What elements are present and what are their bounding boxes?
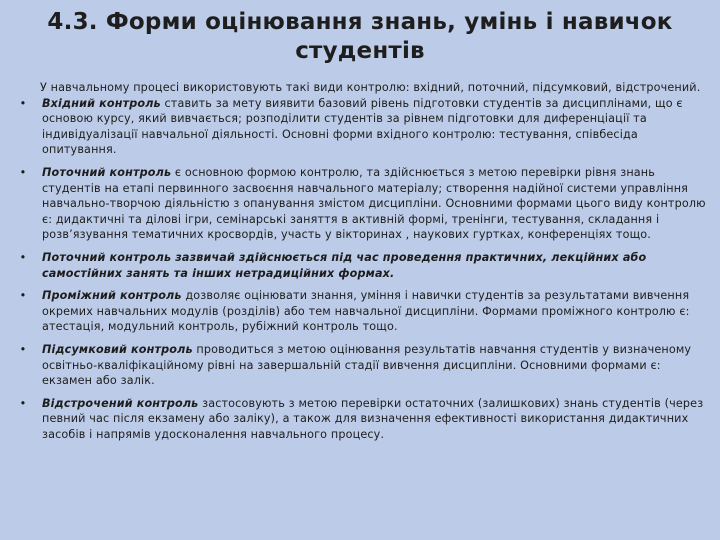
bullet-icon: • <box>19 96 27 110</box>
desc-delayed-control: застосовують з метою перевірки остаточних (залишкових) знань студентів (через певний час після екзамену або заліку), а також для визначення ефективності використання дидактичних засобів і напрямів удосконалення навчального процесу. <box>42 396 704 441</box>
desc-final-control: проводиться з метою оцінювання результатів навчання студентів у визначеному освітньо-кваліфікаційному рівні на завершальній стадії вивчення дисципліни. Основними формами є: екзамен або залік. <box>42 342 692 388</box>
slide-title <box>40 8 680 66</box>
slide-title-line-2: студентів <box>295 38 425 64</box>
list-item-delayed-control <box>16 396 706 443</box>
term-intermediate-control: Проміжний контроль <box>42 289 182 303</box>
bullet-icon: • <box>19 342 27 356</box>
slide-title-line-1: 4.3. Форми оцінювання знань, умінь і навичок <box>47 9 673 35</box>
note-current-control: Поточний контроль зазвичай здійснюється під час проведення практичних, лекційних або самостійних занять та інших нетрадиційних формах. <box>42 250 647 280</box>
term-final-control: Підсумковий контроль <box>42 342 193 356</box>
bullet-icon: • <box>19 165 27 179</box>
list-item-current-control <box>16 165 706 243</box>
intro-paragraph: У навчальному процесі використовують такі види контролю: вхідний, поточний, підсумковий, відстрочений. <box>40 81 701 94</box>
list-item-input-control <box>16 96 706 158</box>
list-item-final-control <box>16 342 706 389</box>
term-input-control: Вхідний контроль <box>42 96 161 110</box>
bullet-icon: • <box>19 250 27 264</box>
list-item-current-control-note <box>16 250 706 281</box>
control-types-list <box>16 96 706 443</box>
bullet-icon: • <box>19 396 27 410</box>
term-delayed-control: Відстрочений контроль <box>42 396 199 410</box>
term-current-control: Поточний контроль <box>42 165 172 179</box>
desc-current-control: є основною формою контролю, та здійснюється з метою перевірки рівня знань студентів на етапі первинного засвоєння навчального матеріалу; створення надійної системи управління навчально-творчою діяльністю з опанування змістом дисципліни. Основними формами цього виду контролю є: дидактичні та ділові ігри, семінарські заняття в активній формі, тренінги, тестування, складання і розв’язування тематичних кросвордів, участь у вікторинах , наукових гуртках, конференціях тощо. <box>42 165 706 242</box>
desc-input-control: ставить за мету виявити базовий рівень підготовки студентів за дисциплінами, що є основою курсу, який вивчається; розподілити студентів за рівнем підготовки для диференціації та індивідуалізації навчальної діяльності. Основні форми вхідного контролю: тестування, співбесіда опитування. <box>42 96 683 157</box>
bullet-icon: • <box>19 289 27 303</box>
slide-body <box>16 80 706 449</box>
list-item-intermediate-control <box>16 288 706 335</box>
desc-intermediate-control: дозволяє оцінювати знання, уміння і навички студентів за результатами вивчення окремих навчальних модулів (розділів) або тем навчальної дисципліни. Формами проміжного контролю є: атестація, модульний контроль, рубіжний контроль тощо. <box>42 289 690 334</box>
